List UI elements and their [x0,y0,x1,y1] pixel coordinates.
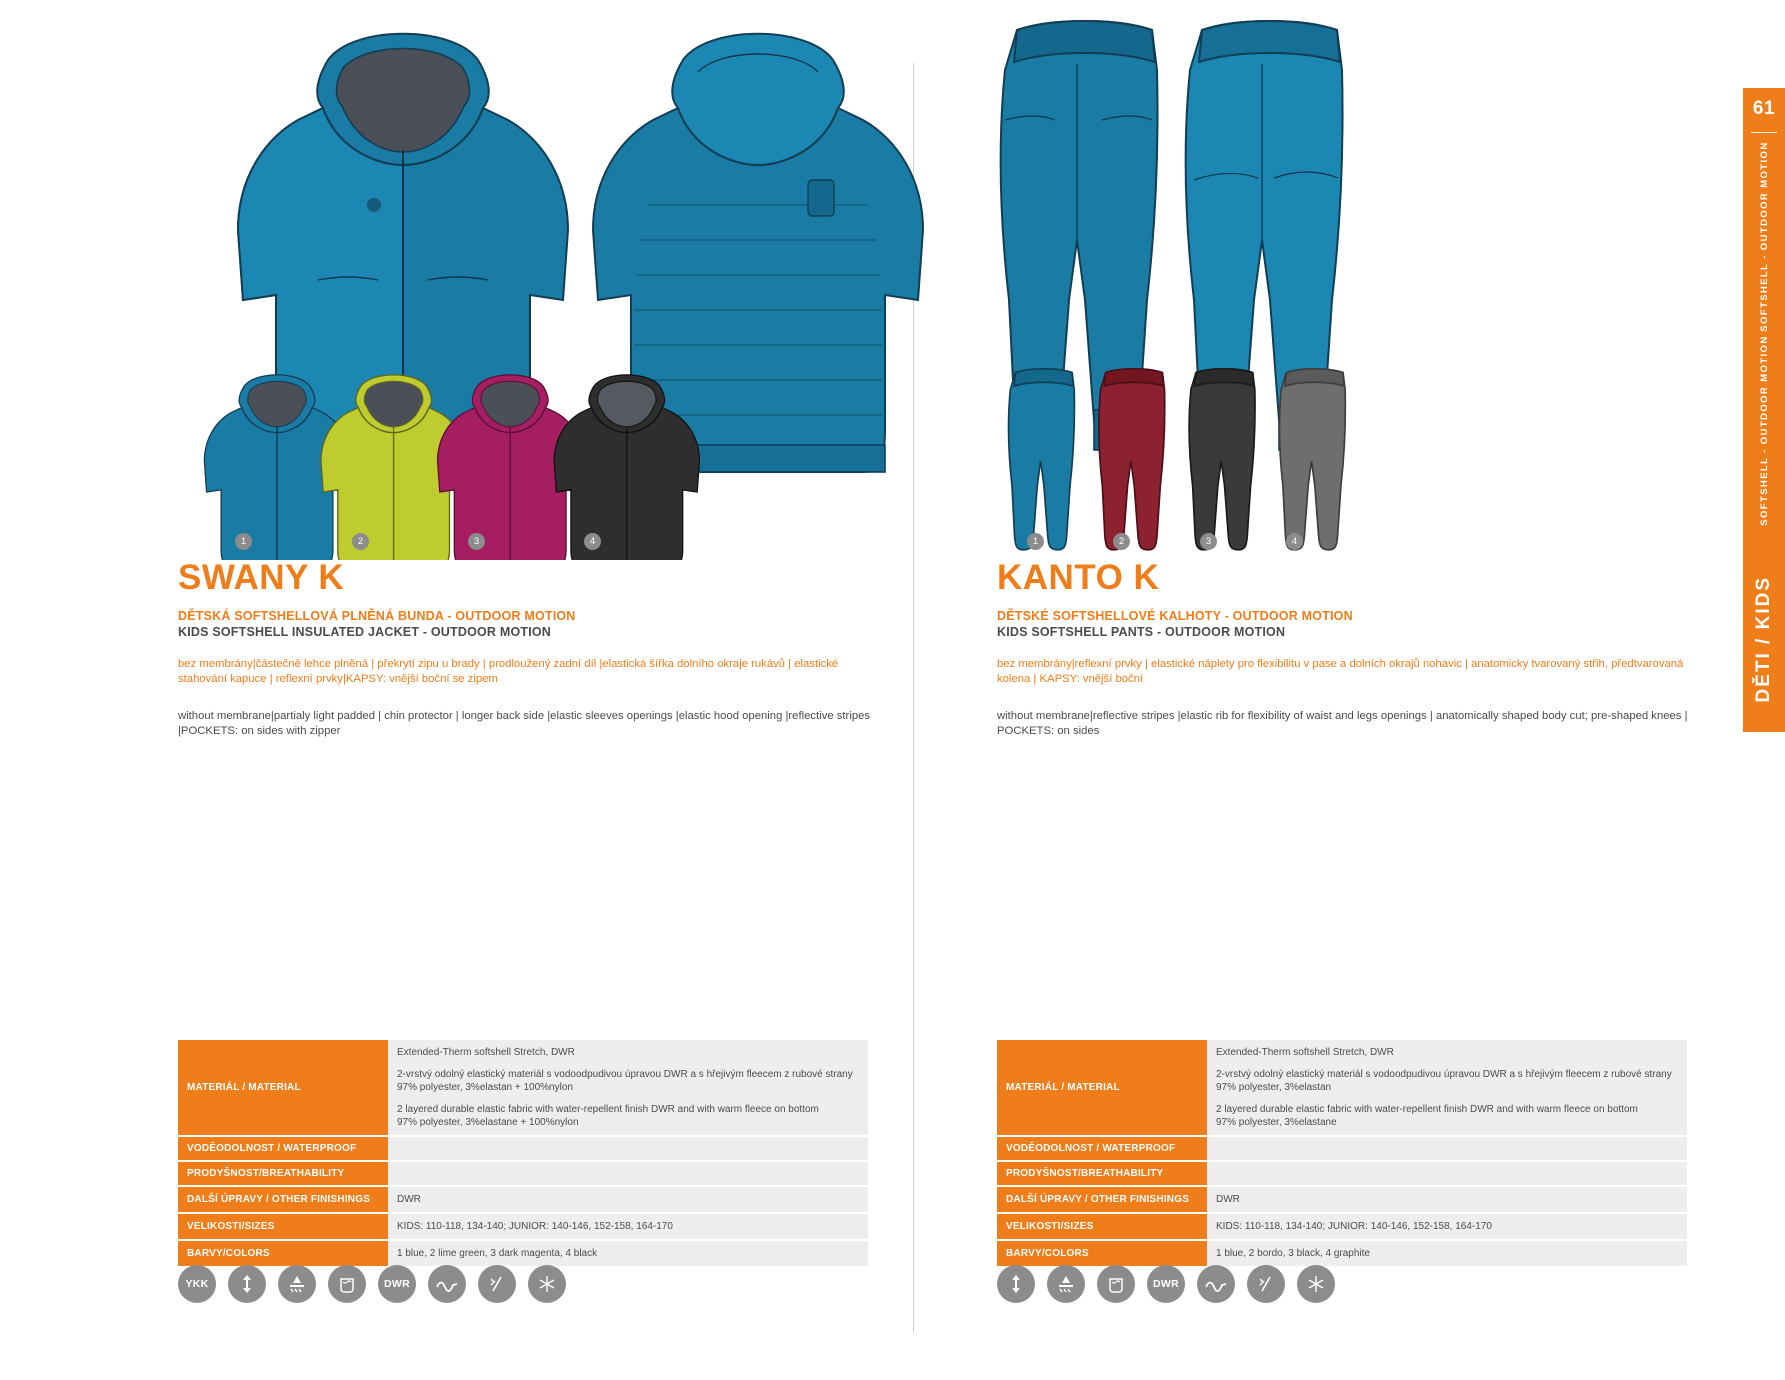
colorway-number-4: 4 [584,533,601,550]
side-tab-category: DĚTI / KIDS [1753,575,1774,703]
spec-row-finishings [178,1186,868,1213]
reflective-icon [1247,1265,1285,1303]
product-description-en: without membrane|reflective stripes |elastic rib for flexibility of waist and legs openings | anatomically shaped body cut; pre-shaped knees | POCKETS: on sides [997,710,1688,737]
spec-label-colors: BARVY/COLORS [178,1240,388,1267]
product-subtitle-cz: DĚTSKÁ SOFTSHELLOVÁ PLNĚNÁ BUNDA - OUTDOOR MOTION [178,609,576,623]
spec-row-breathability [997,1161,1687,1186]
material-en: 2 layered durable elastic fabric with water-repellent finish DWR and with warm fleece on bottom [397,1104,819,1115]
spec-row-waterproof [178,1136,868,1161]
spec-label-waterproof: VODĚODOLNOST / WATERPROOF [997,1136,1207,1161]
material-en-composition: 97% polyester, 3%elastane + 100%nylon [397,1117,579,1128]
spec-label-sizes: VELIKOSTI/SIZES [997,1213,1207,1240]
spec-value-sizes: KIDS: 110-118, 134-140; JUNIOR: 140-146, 152-158, 164-170 [388,1213,868,1240]
side-tab-line-2: SOFTSHELL - OUTDOOR MOTION [1758,141,1770,332]
elastic-fabric-icon [428,1265,466,1303]
product-description-cz: bez membrány|částečně lehce plněná | překrytí zipu u brady | prodloužený zadní díl |elastická šířka dolního okraje rukávů | elastické stahování kapuce | reflexní prvky|KAPSY: vnější boční se zipem [178,658,839,685]
product-description-en: without membrane|partialy light padded | chin protector | longer back side |elastic sleeves openings |elastic hood opening |reflective stripes |POCKETS: on sides with zipper [178,710,871,737]
spec-value-breathability [1207,1161,1687,1186]
product-artwork-pants [997,0,1757,560]
colorway-number-1: 1 [1027,533,1044,550]
feature-icons-row [178,1265,566,1303]
material-cz-composition: 97% polyester, 3%elastan [1216,1082,1332,1093]
colorway-pants [1009,369,1346,550]
colorway-number-4: 4 [1286,533,1303,550]
material-cz: 2-vrstvý odolný elastický materiál s vodoodpudivou úpravou DWR a s hřejivým fleecem z rubové strany [1216,1069,1672,1080]
spec-label-waterproof: VODĚODOLNOST / WATERPROOF [178,1136,388,1161]
water-repellent-icon [1047,1265,1085,1303]
ykk-icon: YKK [178,1265,216,1303]
colorway-number-2: 2 [352,533,369,550]
spec-table [178,1040,868,1268]
spec-label-finishings: DALŠÍ ÚPRAVY / OTHER FINISHINGS [997,1186,1207,1213]
page-number: 61 [1752,98,1776,119]
spec-row-material [178,1040,868,1136]
feature-icons-row [997,1265,1335,1303]
material-main: Extended-Therm softshell Stretch, DWR [1216,1047,1394,1058]
spec-value-material [388,1040,868,1136]
spec-row-breathability [178,1161,868,1186]
spec-label-breathability: PRODYŠNOST/BREATHABILITY [178,1161,388,1186]
product-title: SWANY K [178,558,345,597]
material-cz-composition: 97% polyester, 3%elastan + 100%nylon [397,1082,573,1093]
thermal-icon [1297,1265,1335,1303]
product-artwork-jacket [178,0,938,560]
spec-row-material [997,1040,1687,1136]
colorway-1-pants [1009,369,1075,550]
material-en-composition: 97% polyester, 3%elastane [1216,1117,1337,1128]
material-main: Extended-Therm softshell Stretch, DWR [397,1047,575,1058]
spec-label-sizes: VELIKOSTI/SIZES [178,1213,388,1240]
colorway-number-3: 3 [468,533,485,550]
spec-value-colors: 1 blue, 2 lime green, 3 dark magenta, 4 black [388,1240,868,1267]
jacket-illustrations [178,0,938,560]
dwr-icon: DWR [378,1265,416,1303]
spec-value-finishings: DWR [1207,1186,1687,1213]
reflective-icon [478,1265,516,1303]
thermal-icon [528,1265,566,1303]
colorway-2-pants [1099,369,1165,550]
elastic-fabric-icon [1197,1265,1235,1303]
spec-value-waterproof [1207,1136,1687,1161]
spec-row-waterproof [997,1136,1687,1161]
colorway-number-1: 1 [235,533,252,550]
material-en: 2 layered durable elastic fabric with water-repellent finish DWR and with warm fleece on bottom [1216,1104,1638,1115]
pants-illustrations [997,0,1757,560]
product-block-kanto [997,0,1757,1290]
product-subtitle-en: KIDS SOFTSHELL PANTS - OUTDOOR MOTION [997,625,1286,639]
vertical-stretch-icon [228,1265,266,1303]
colorway-4-pants [1279,369,1345,550]
side-tab-line-1: SOFTSHELL - OUTDOOR MOTION [1758,335,1770,526]
fleece-lining-icon [1097,1265,1135,1303]
product-block-swany [178,0,938,1290]
water-repellent-icon [278,1265,316,1303]
vertical-stretch-icon [997,1265,1035,1303]
spec-value-finishings: DWR [388,1186,868,1213]
colorway-3-pants [1189,369,1255,550]
spec-row-colors [997,1240,1687,1267]
product-description-cz: bez membrány|reflexní prvky | elastické náplety pro flexibilitu v pase a dolních okrajů nohavic | anatomicky tvarovaný střih, předtvarovaná kolena | KAPSY: vnější boční [997,658,1684,685]
spec-row-colors [178,1240,868,1267]
spec-value-material [1207,1040,1687,1136]
spec-row-sizes [178,1213,868,1240]
spec-row-finishings [997,1186,1687,1213]
spec-label-colors: BARVY/COLORS [997,1240,1207,1267]
colorway-number-2: 2 [1113,533,1130,550]
spec-label-material: MATERIÁL / MATERIAL [997,1040,1207,1136]
spec-table [997,1040,1687,1268]
spec-value-sizes: KIDS: 110-118, 134-140; JUNIOR: 140-146, 152-158, 164-170 [1207,1213,1687,1240]
product-title: KANTO K [997,558,1160,597]
side-tab-section [1758,133,1771,548]
fleece-lining-icon [328,1265,366,1303]
material-cz: 2-vrstvý odolný elastický materiál s vodoodpudivou úpravou DWR a s hřejivým fleecem z rubové strany [397,1069,853,1080]
spec-value-breathability [388,1161,868,1186]
spec-value-waterproof [388,1136,868,1161]
spec-label-material: MATERIÁL / MATERIAL [178,1040,388,1136]
product-subtitle-en: KIDS SOFTSHELL INSULATED JACKET - OUTDOOR MOTION [178,625,552,639]
product-subtitle-cz: DĚTSKÉ SOFTSHELLOVÉ KALHOTY - OUTDOOR MOTION [997,609,1353,623]
spec-label-breathability: PRODYŠNOST/BREATHABILITY [997,1161,1207,1186]
colorway-number-3: 3 [1200,533,1217,550]
spec-label-finishings: DALŠÍ ÚPRAVY / OTHER FINISHINGS [178,1186,388,1213]
spec-row-sizes [997,1213,1687,1240]
dwr-icon: DWR [1147,1265,1185,1303]
spec-value-colors: 1 blue, 2 bordo, 3 black, 4 graphite [1207,1240,1687,1267]
